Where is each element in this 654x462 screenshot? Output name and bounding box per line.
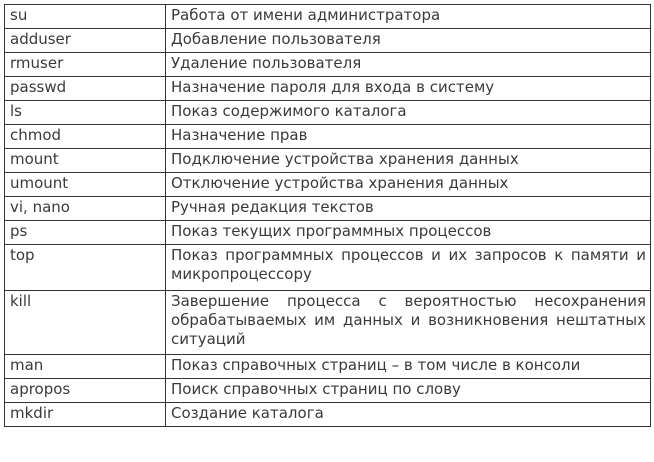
description-cell: Ручная редакция текстов (166, 197, 651, 221)
table-row (5, 29, 651, 53)
description-cell: Показ текущих программных процессов (166, 221, 651, 245)
command-cell: adduser (5, 29, 166, 53)
table-row (5, 291, 651, 355)
command-cell: ls (5, 101, 166, 125)
description-cell: Работа от имени администратора (166, 5, 651, 29)
table-row (5, 53, 651, 77)
command-cell: apropos (5, 379, 166, 403)
description-cell: Назначение пароля для входа в систему (166, 77, 651, 101)
command-cell: kill (5, 291, 166, 355)
description-cell: Показ справочных страниц – в том числе в консоли (166, 355, 651, 379)
description-cell: Поиск справочных страниц по слову (166, 379, 651, 403)
table-row (5, 101, 651, 125)
description-cell: Завершение процесса с вероятностью несохранения обрабатываемых им данных и возникновения нештатных ситуаций (166, 291, 651, 355)
description-cell: Удаление пользователя (166, 53, 651, 77)
description-cell: Отключение устройства хранения данных (166, 173, 651, 197)
table-row (5, 5, 651, 29)
description-cell: Добавление пользователя (166, 29, 651, 53)
command-cell: man (5, 355, 166, 379)
table-row (5, 403, 651, 427)
command-cell: su (5, 5, 166, 29)
description-cell: Показ содержимого каталога (166, 101, 651, 125)
command-cell: umount (5, 173, 166, 197)
table-row (5, 77, 651, 101)
table-row (5, 379, 651, 403)
command-cell: rmuser (5, 53, 166, 77)
table-row (5, 245, 651, 291)
command-cell: ps (5, 221, 166, 245)
commands-table (4, 4, 651, 427)
description-cell: Создание каталога (166, 403, 651, 427)
command-cell: chmod (5, 125, 166, 149)
table-row (5, 355, 651, 379)
command-cell: top (5, 245, 166, 291)
description-cell: Подключение устройства хранения данных (166, 149, 651, 173)
command-cell: mount (5, 149, 166, 173)
table-row (5, 149, 651, 173)
command-cell: passwd (5, 77, 166, 101)
table-row (5, 197, 651, 221)
table-row (5, 125, 651, 149)
table-row (5, 221, 651, 245)
description-cell: Показ программных процессов и их запросов к памяти и микропроцессору (166, 245, 651, 291)
table-row (5, 173, 651, 197)
description-cell: Назначение прав (166, 125, 651, 149)
command-cell: mkdir (5, 403, 166, 427)
command-cell: vi, nano (5, 197, 166, 221)
